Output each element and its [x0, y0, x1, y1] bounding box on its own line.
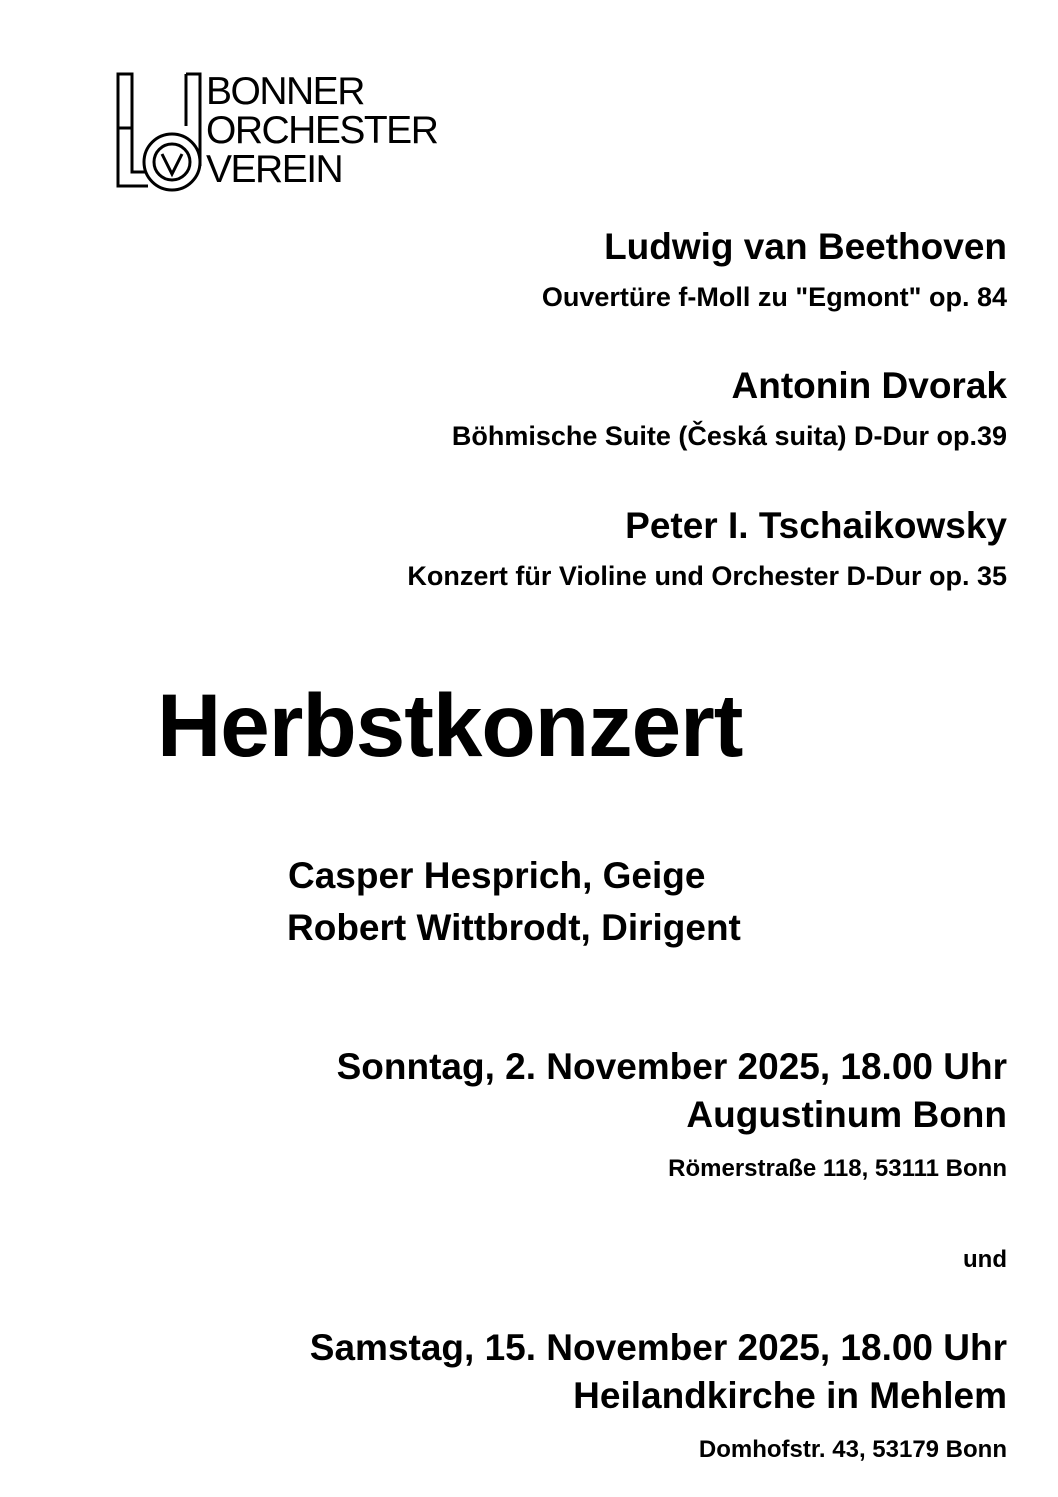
orchestra-name	[206, 72, 437, 189]
work-dvorak: Böhmische Suite (Česká suita) D-Dur op.39	[451, 421, 1007, 451]
concert-1-date: Sonntag, 2. November 2025, 18.00 Uhr	[336, 1046, 1007, 1087]
orchestra-logo	[112, 70, 472, 192]
orchestra-name-line3: VEREIN	[206, 148, 343, 191]
concert-title: Herbstkonzert	[157, 675, 743, 775]
composer-beethoven: Ludwig van Beethoven	[604, 226, 1007, 267]
composer-dvorak: Antonin Dvorak	[731, 365, 1007, 406]
performer-conductor: Robert Wittbrodt, Dirigent	[287, 907, 741, 948]
connector-und: und	[963, 1246, 1007, 1273]
bov-monogram-icon	[112, 70, 212, 192]
concert-2-address: Domhofstr. 43, 53179 Bonn	[698, 1436, 1007, 1463]
concert-1-address: Römerstraße 118, 53111 Bonn	[668, 1155, 1007, 1182]
work-beethoven: Ouvertüre f-Moll zu "Egmont" op. 84	[541, 282, 1007, 312]
composer-tschaikowsky: Peter I. Tschaikowsky	[625, 505, 1007, 546]
performer-soloist: Casper Hesprich, Geige	[288, 855, 706, 896]
concert-2-venue: Heilandkirche in Mehlem	[573, 1375, 1007, 1416]
orchestra-name-line1: BONNER	[206, 70, 364, 113]
orchestra-name-line2: ORCHESTER	[206, 109, 438, 152]
concert-1-venue: Augustinum Bonn	[686, 1094, 1007, 1135]
work-tschaikowsky: Konzert für Violine und Orchester D-Dur op. 35	[407, 561, 1007, 591]
concert-2-date: Samstag, 15. November 2025, 18.00 Uhr	[309, 1327, 1007, 1368]
